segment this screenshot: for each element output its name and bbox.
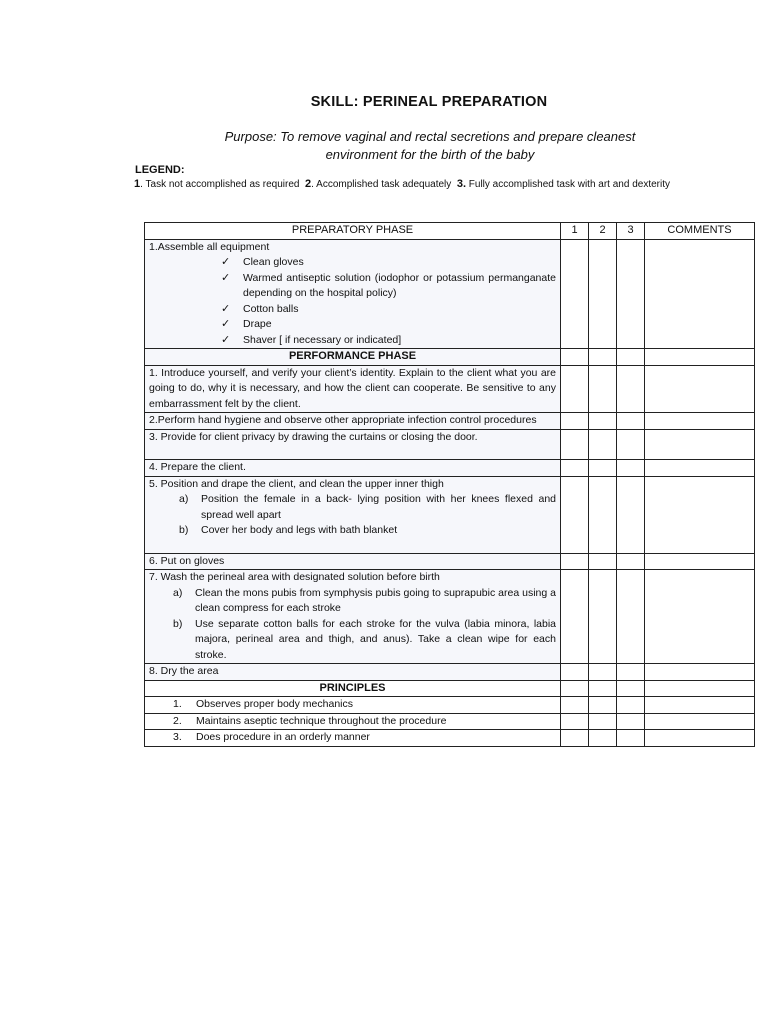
comment-cell[interactable] (645, 429, 755, 460)
comment-cell[interactable] (645, 730, 755, 747)
task-step-3: 3. Provide for client privacy by drawing the curtains or closing the door. (145, 429, 561, 460)
score-cell[interactable] (589, 413, 617, 430)
list-item: ✓ Shaver [ if necessary or indicated] (219, 333, 556, 349)
score-cell[interactable] (589, 664, 617, 681)
score-cell[interactable] (561, 365, 589, 413)
score-cell[interactable] (561, 553, 589, 570)
purpose-statement: Purpose: To remove vaginal and rectal secretions and prepare cleanest environment for the birth of the baby (224, 129, 636, 162)
score-cell[interactable] (617, 239, 645, 349)
comment-cell[interactable] (645, 713, 755, 730)
score-3-header: 3 (617, 223, 645, 240)
check-icon: ✓ (221, 333, 231, 346)
comments-header: COMMENTS (645, 223, 755, 240)
score-cell[interactable] (561, 713, 589, 730)
table-header-row (145, 223, 755, 240)
preparatory-phase-header: PREPARATORY PHASE (145, 223, 561, 240)
table-row (145, 476, 755, 553)
score-cell[interactable] (589, 460, 617, 477)
performance-phase-heading: PERFORMANCE PHASE (145, 349, 561, 366)
equipment-list (149, 255, 556, 348)
comment-cell[interactable] (645, 239, 755, 349)
legend-title: LEGEND: (135, 164, 185, 176)
table-row (145, 239, 755, 349)
score-cell[interactable] (589, 713, 617, 730)
legend-text: 1. Task not accomplished as required 2. Accomplished task adequately 3. Fully accomplished task with art and dexterity (134, 178, 670, 190)
table-row (145, 664, 755, 681)
score-cell[interactable] (617, 413, 645, 430)
score-cell[interactable] (589, 730, 617, 747)
check-icon: ✓ (221, 302, 231, 315)
score-cell[interactable] (561, 570, 589, 664)
section-row (145, 680, 755, 697)
score-cell[interactable] (561, 697, 589, 714)
score-cell[interactable] (617, 460, 645, 477)
principles-heading: PRINCIPLES (145, 680, 561, 697)
task-step-6: 6. Put on gloves (145, 553, 561, 570)
task-step-7: 7. Wash the perineal area with designated solution before birth a) Clean the mons pubis from symphysis pubis going to suprapubic area using a clean compress for each stroke b) Use separate cotton balls for each stroke for the vulva (labia minora, labia majora, perineal area and thigh, and anus). Take a clean wipe for each stroke. (145, 570, 561, 664)
comment-cell[interactable] (645, 570, 755, 664)
score-cell[interactable] (561, 730, 589, 747)
table-row (145, 413, 755, 430)
list-item: b) Cover her body and legs with bath blanket (179, 524, 398, 536)
check-icon: ✓ (221, 318, 231, 330)
comment-cell[interactable] (645, 664, 755, 681)
score-cell[interactable] (617, 570, 645, 664)
score-cell[interactable] (561, 460, 589, 477)
score-cell[interactable] (617, 429, 645, 460)
score-cell[interactable] (561, 429, 589, 460)
comment-cell[interactable] (645, 413, 755, 430)
score-cell[interactable] (561, 664, 589, 681)
table-row (145, 570, 755, 664)
list-item: ✓ Drape (219, 317, 556, 333)
task-step-4: 4. Prepare the client. (145, 460, 561, 477)
list-item: ✓ Warmed antiseptic solution (iodophor or potassium permanganate depending on the hospital policy) (221, 271, 556, 299)
score-cell[interactable] (589, 697, 617, 714)
score-cell[interactable] (589, 570, 617, 664)
task-step-2: 2.Perform hand hygiene and observe other appropriate infection control procedures (145, 413, 561, 430)
score-cell[interactable] (561, 476, 589, 553)
task-step-8: 8. Dry the area (145, 664, 561, 681)
table-row (145, 713, 755, 730)
task-step-1: 1. Introduce yourself, and verify your client’s identity. Explain to the client what you are going to do, why it is necessary, and how the client can cooperate. Be sensitive to any embarrassment felt by the client. (145, 365, 561, 413)
score-cell[interactable] (561, 239, 589, 349)
score-cell[interactable] (617, 553, 645, 570)
check-icon: ✓ (221, 271, 231, 284)
comment-cell[interactable] (645, 697, 755, 714)
score-cell[interactable] (617, 664, 645, 681)
score-cell[interactable] (589, 476, 617, 553)
comment-cell[interactable] (645, 460, 755, 477)
comment-cell[interactable] (645, 476, 755, 553)
principle-3: 3. Does procedure in an orderly manner (145, 730, 561, 747)
list-item: ✓ Clean gloves (219, 255, 556, 271)
list-item: a) Clean the mons pubis from symphysis pubis going to suprapubic area using a clean compress for each stroke (173, 586, 556, 614)
score-cell[interactable] (589, 365, 617, 413)
score-cell[interactable] (617, 713, 645, 730)
list-item: a) Position the female in a back- lying position with her knees flexed and spread well apart (179, 493, 556, 521)
list-item: ✓ Cotton balls (219, 302, 556, 318)
table-row (145, 365, 755, 413)
score-cell[interactable] (617, 476, 645, 553)
score-cell[interactable] (561, 413, 589, 430)
score-cell[interactable] (617, 365, 645, 413)
table-row (145, 460, 755, 477)
list-item: b) Use separate cotton balls for each stroke for the vulva (labia minora, labia majora, perineal area and thigh, and anus). Take a clean wipe for each stroke. (173, 617, 556, 661)
table-row (145, 697, 755, 714)
table-row (145, 730, 755, 747)
score-2-header: 2 (589, 223, 617, 240)
check-icon: ✓ (221, 256, 231, 268)
comment-cell[interactable] (645, 365, 755, 413)
section-row (145, 349, 755, 366)
table-row (145, 553, 755, 570)
table-row (145, 429, 755, 460)
principle-2: 2. Maintains aseptic technique throughout the procedure (145, 713, 561, 730)
principle-1: 1. Observes proper body mechanics (145, 697, 561, 714)
comment-cell[interactable] (645, 553, 755, 570)
score-1-header: 1 (561, 223, 589, 240)
score-cell[interactable] (617, 730, 645, 747)
score-cell[interactable] (589, 239, 617, 349)
task-assemble-equipment: 1.Assemble all equipment ✓ Clean gloves ✓ Warmed antiseptic solution (iodophor or potassium permanganate depending on the hospital policy) ✓ Cotton balls ✓ Drape ✓ Shaver [ if necessary or indicated] (145, 239, 561, 349)
score-cell[interactable] (589, 553, 617, 570)
score-cell[interactable] (589, 429, 617, 460)
task-step-5: 5. Position and drape the client, and clean the upper inner thigh a) Position the female in a back- lying position with her knees flexed and spread well apart b) Cover her body and legs with bath blanket (145, 476, 561, 553)
checklist-table (144, 222, 755, 747)
score-cell[interactable] (617, 697, 645, 714)
page-title: SKILL: PERINEAL PREPARATION (310, 94, 548, 110)
